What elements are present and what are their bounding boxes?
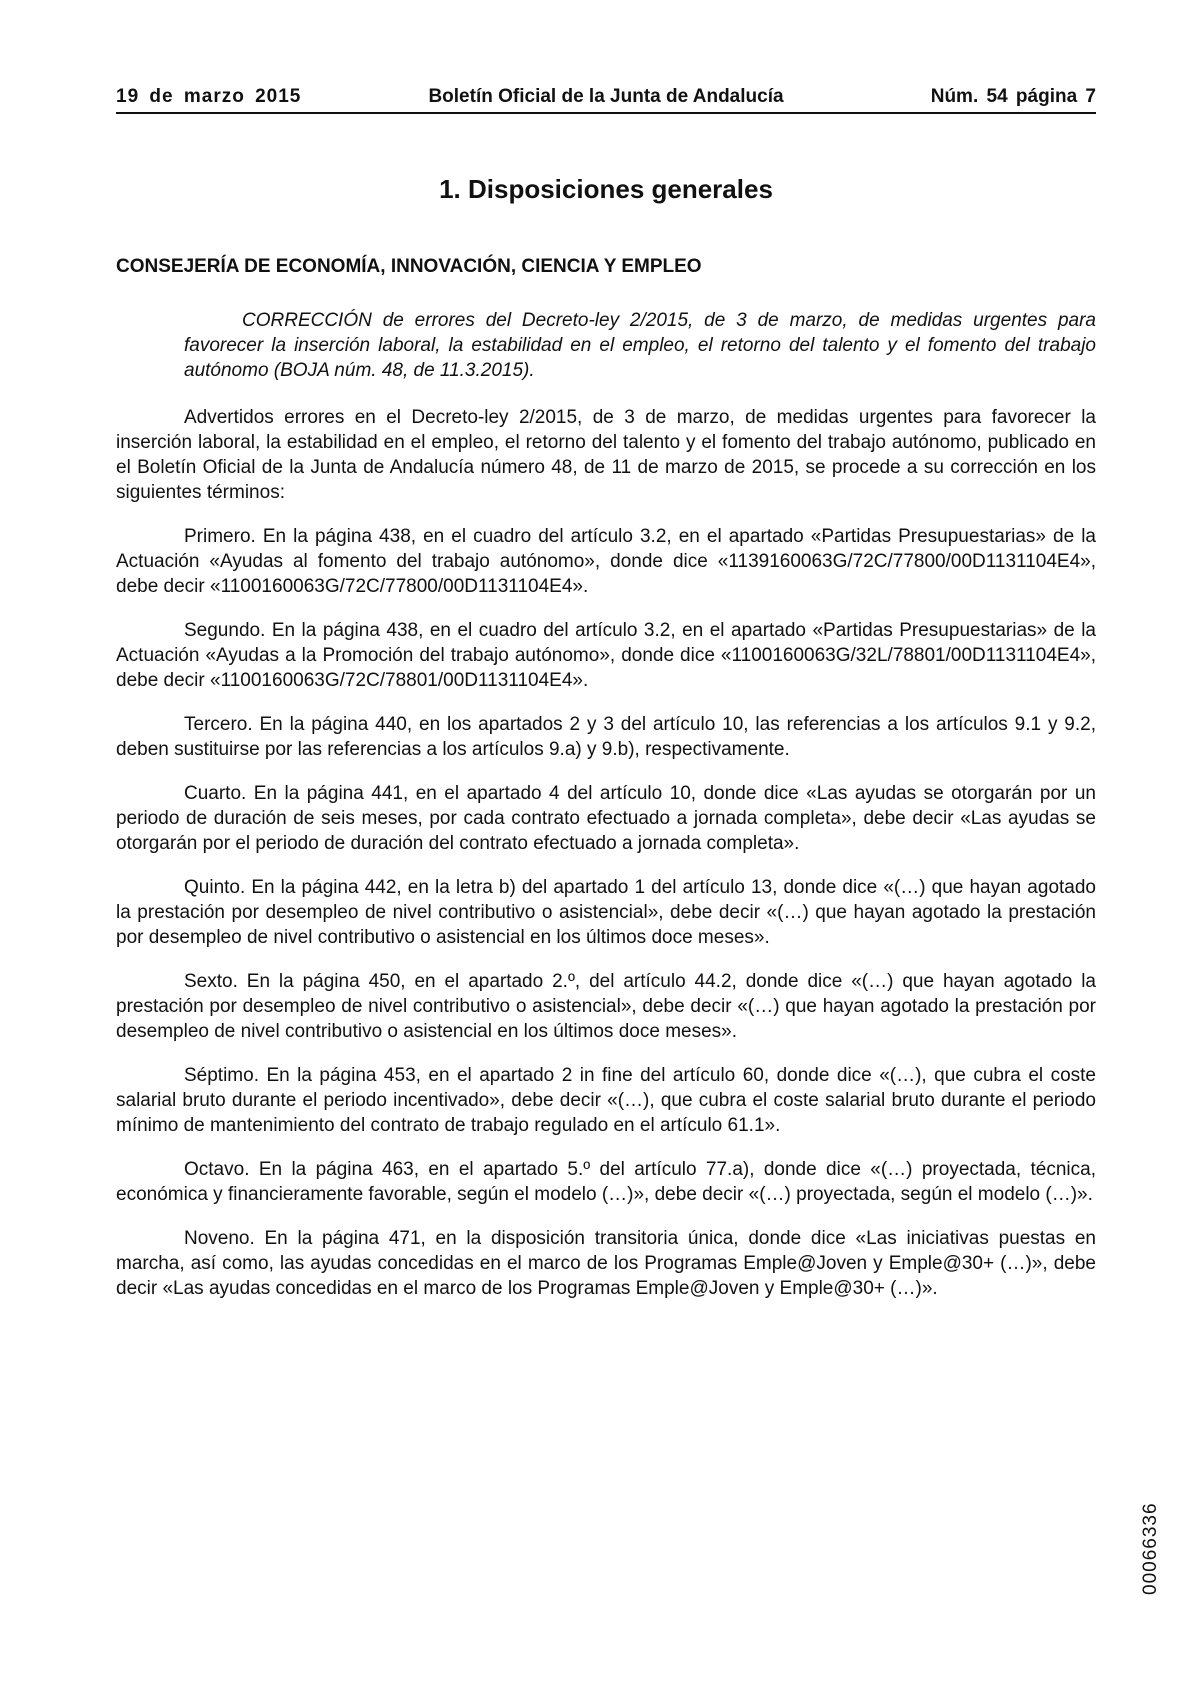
document-body xyxy=(116,405,1096,1320)
paragraph-noveno: Noveno. En la página 471, en la disposición transitoria única, donde dice «Las iniciativas puestas en marcha, así como, las ayudas concedidas en el marco de los Programas Emple@Joven y Emple@30+ (…)», debe decir «Las ayudas concedidas en el marco de los Programas Emple@Joven y Emple@30+ (…)». xyxy=(116,1228,1096,1299)
header-number-page: Núm. 54 página 7 xyxy=(930,86,1096,107)
document-summary: CORRECCIÓN de errores del Decreto-ley 2/2015, de 3 de marzo, de medidas urgentes para favorecer la inserción laboral, la estabilidad en el empleo, el retorno del talento y el fomento del trabajo autónomo (BOJA núm. 48, de 11.3.2015). xyxy=(184,310,1096,381)
paragraph-sexto: Sexto. En la página 450, en el apartado 2.º, del artículo 44.2, donde dice «(…) que hayan agotado la prestación por desempleo de nivel contributivo o asistencial», debe decir «(…) que hayan agotado la prestación por desempleo de nivel contributivo o asistencial en los últimos doce meses». xyxy=(116,971,1096,1042)
header-date: 19 de marzo 2015 xyxy=(116,86,302,107)
document-code: 00066336 xyxy=(1140,1502,1161,1595)
page-header xyxy=(116,84,1096,114)
header-publication: Boletín Oficial de la Junta de Andalucía xyxy=(428,86,784,107)
paragraph-septimo: Séptimo. En la página 453, en el apartado 2 in fine del artículo 60, donde dice «(…), que cubra el coste salarial bruto durante el periodo incentivado», debe decir «(…), que cubra el coste salarial bruto durante el periodo mínimo de mantenimiento del contrato de trabajo regulado en el artículo 61.1». xyxy=(116,1065,1096,1136)
paragraph-intro: Advertidos errores en el Decreto-ley 2/2015, de 3 de marzo, de medidas urgentes para favorecer la inserción laboral, la estabilidad en el empleo, el retorno del talento y el fomento del trabajo autónomo, publicado en el Boletín Oficial de la Junta de Andalucía número 48, de 11 de marzo de 2015, se procede a su corrección en los siguientes términos: xyxy=(116,407,1096,503)
paragraph-cuarto: Cuarto. En la página 441, en el apartado 4 del artículo 10, donde dice «Las ayudas se otorgarán por un periodo de duración de seis meses, por cada contrato efectuado a jornada completa», debe decir «Las ayudas se otorgarán por el periodo de duración del contrato efectuado a jornada completa». xyxy=(116,783,1096,854)
paragraph-quinto: Quinto. En la página 442, en la letra b) del apartado 1 del artículo 13, donde dice «(…) que hayan agotado la prestación por desempleo de nivel contributivo o asistencial», debe decir «(…) que hayan agotado la prestación por desempleo de nivel contributivo o asistencial en los últimos doce meses». xyxy=(116,877,1096,948)
paragraph-primero: Primero. En la página 438, en el cuadro del artículo 3.2, en el apartado «Partidas Presupuestarias» de la Actuación «Ayudas al fomento del trabajo autónomo», donde dice «1139160063G/72C/77800/00D1131104E4», debe decir «1100160063G/72C/77800/00D1131104E4». xyxy=(116,526,1096,597)
paragraph-segundo: Segundo. En la página 438, en el cuadro del artículo 3.2, en el apartado «Partidas Presupuestarias» de la Actuación «Ayudas a la Promoción del trabajo autónomo», donde dice «1100160063G/32L/78801/00D1131104E4», debe decir «1100160063G/72C/78801/00D1131104E4». xyxy=(116,620,1096,691)
department-heading: CONSEJERÍA DE ECONOMÍA, INNOVACIÓN, CIENCIA Y EMPLEO xyxy=(116,256,702,277)
section-title: 1. Disposiciones generales xyxy=(439,174,773,204)
paragraph-tercero: Tercero. En la página 440, en los apartados 2 y 3 del artículo 10, las referencias a los artículos 9.1 y 9.2, deben sustituirse por las referencias a los artículos 9.a) y 9.b), respectivamente. xyxy=(116,714,1096,760)
paragraph-octavo: Octavo. En la página 463, en el apartado 5.º del artículo 77.a), donde dice «(…) proyectada, técnica, económica y financieramente favorable, según el modelo (…)», debe decir «(…) proyectada, según el modelo (…)». xyxy=(116,1159,1096,1205)
